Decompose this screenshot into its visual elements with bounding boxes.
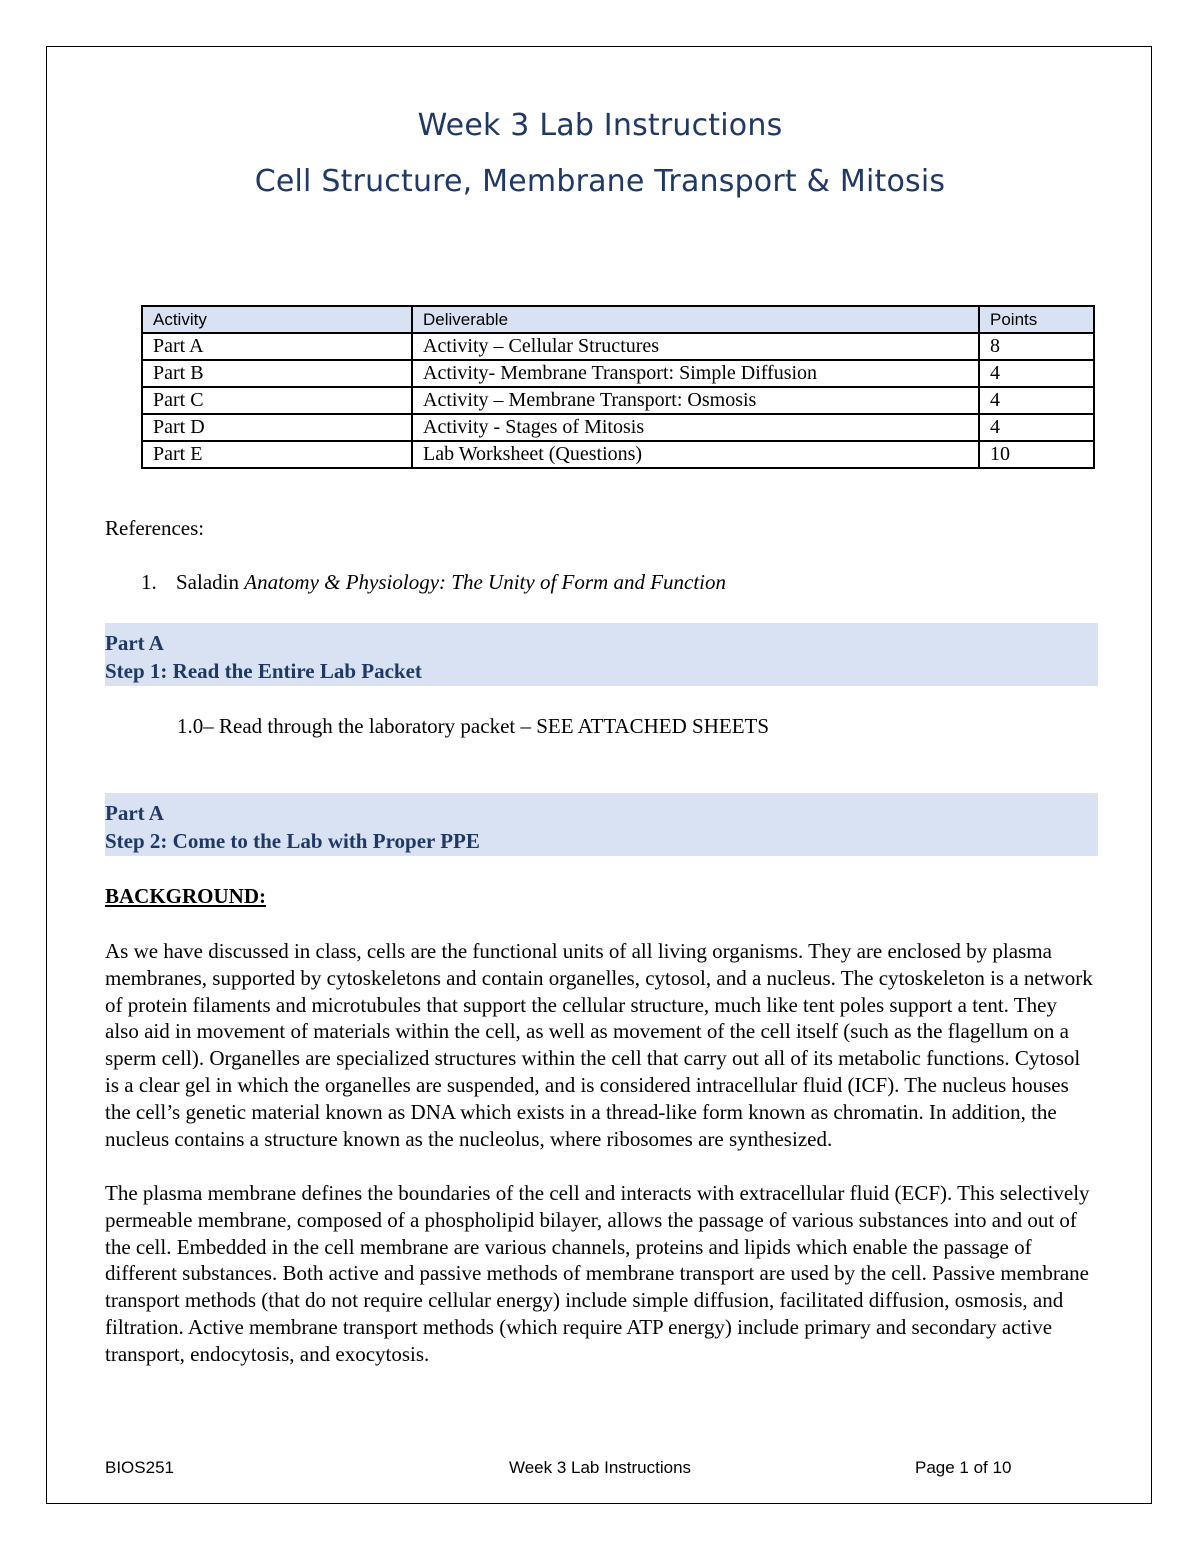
table-row: [142, 414, 1094, 441]
cell-points: 10: [979, 441, 1094, 468]
cell-deliverable: Activity- Membrane Transport: Simple Diffusion: [412, 360, 979, 387]
table-row: [142, 441, 1094, 468]
page-title: Week 3 Lab Instructions: [417, 108, 783, 143]
header-activity: Activity: [142, 306, 412, 333]
table-row: [142, 360, 1094, 387]
cell-points: 4: [979, 387, 1094, 414]
section-step-label: Step 1: Read the Entire Lab Packet: [105, 659, 422, 683]
cell-deliverable: Activity - Stages of Mitosis: [412, 414, 979, 441]
cell-points: 8: [979, 333, 1094, 360]
reference-item: [141, 570, 726, 595]
references-label: References:: [105, 516, 205, 540]
header-deliverable: Deliverable: [412, 306, 979, 333]
table-header-row: [142, 306, 1094, 333]
cell-deliverable: Activity – Membrane Transport: Osmosis: [412, 387, 979, 414]
cell-activity: Part D: [142, 414, 412, 441]
cell-activity: Part A: [142, 333, 412, 360]
section-part-label: Part A: [105, 631, 164, 655]
cell-deliverable: Activity – Cellular Structures: [412, 333, 979, 360]
cell-activity: Part C: [142, 387, 412, 414]
footer-course: BIOS251: [105, 1458, 174, 1477]
section-header-step2: [105, 793, 1098, 856]
reference-number: 1.: [141, 570, 157, 594]
background-heading: BACKGROUND:: [105, 884, 266, 908]
section-part-label: Part A: [105, 801, 164, 825]
background-paragraph: The plasma membrane defines the boundaries of the cell and interacts with extracellular fluid (ECF). This selectively permeable membrane, composed of a phospholipid bilayer, allows the passage of various substances into and out of the cell. Embedded in the cell membrane are various channels, proteins and lipids which enable the passage of different substances. Both active and passive methods of membrane transport are used by the cell. Passive membrane transport methods (that do not require cellular energy) include simple diffusion, facilitated diffusion, osmosis, and filtration. Active membrane transport methods (which require ATP energy) include primary and secondary active transport, endocytosis, and exocytosis.: [105, 1181, 1090, 1366]
cell-activity: Part B: [142, 360, 412, 387]
background-paragraph: As we have discussed in class, cells are the functional units of all living organisms. They are enclosed by plasma membranes, supported by cytoskeletons and contain organelles, cytosol, and a nucleus. The cytoskeleton is a network of protein filaments and microtubules that support the cellular structure, much like tent poles support a tent. They also aid in movement of materials within the cell, as well as movement of the cell itself (such as the flagellum on a sperm cell). Organelles are specialized structures within the cell that carry out all of its metabolic functions. Cytosol is a clear gel in which the organelles are suspended, and is considered intracellular fluid (ICF). The nucleus houses the cell’s genetic material known as DNA which exists in a thread-like form known as chromatin. In addition, the nucleus contains a structure known as the nucleolus, where ribosomes are synthesized.: [105, 939, 1093, 1151]
cell-deliverable: Lab Worksheet (Questions): [412, 441, 979, 468]
cell-points: 4: [979, 360, 1094, 387]
table-row: [142, 387, 1094, 414]
activity-table: [141, 305, 1095, 469]
footer-doc-title: Week 3 Lab Instructions: [508, 1458, 692, 1477]
section-header-step1: [105, 623, 1098, 686]
step1-instruction: 1.0– Read through the laboratory packet – SEE ATTACHED SHEETS: [177, 714, 770, 738]
footer-page-number: Page 1 of 10: [915, 1458, 1012, 1477]
section-step-label: Step 2: Come to the Lab with Proper PPE: [105, 829, 480, 853]
page-subtitle: Cell Structure, Membrane Transport & Mitosis: [254, 164, 946, 199]
cell-activity: Part E: [142, 441, 412, 468]
reference-title: Anatomy & Physiology: The Unity of Form and Function: [244, 570, 727, 594]
reference-author: Saladin: [176, 570, 239, 594]
cell-points: 4: [979, 414, 1094, 441]
header-points: Points: [979, 306, 1094, 333]
table-row: [142, 333, 1094, 360]
